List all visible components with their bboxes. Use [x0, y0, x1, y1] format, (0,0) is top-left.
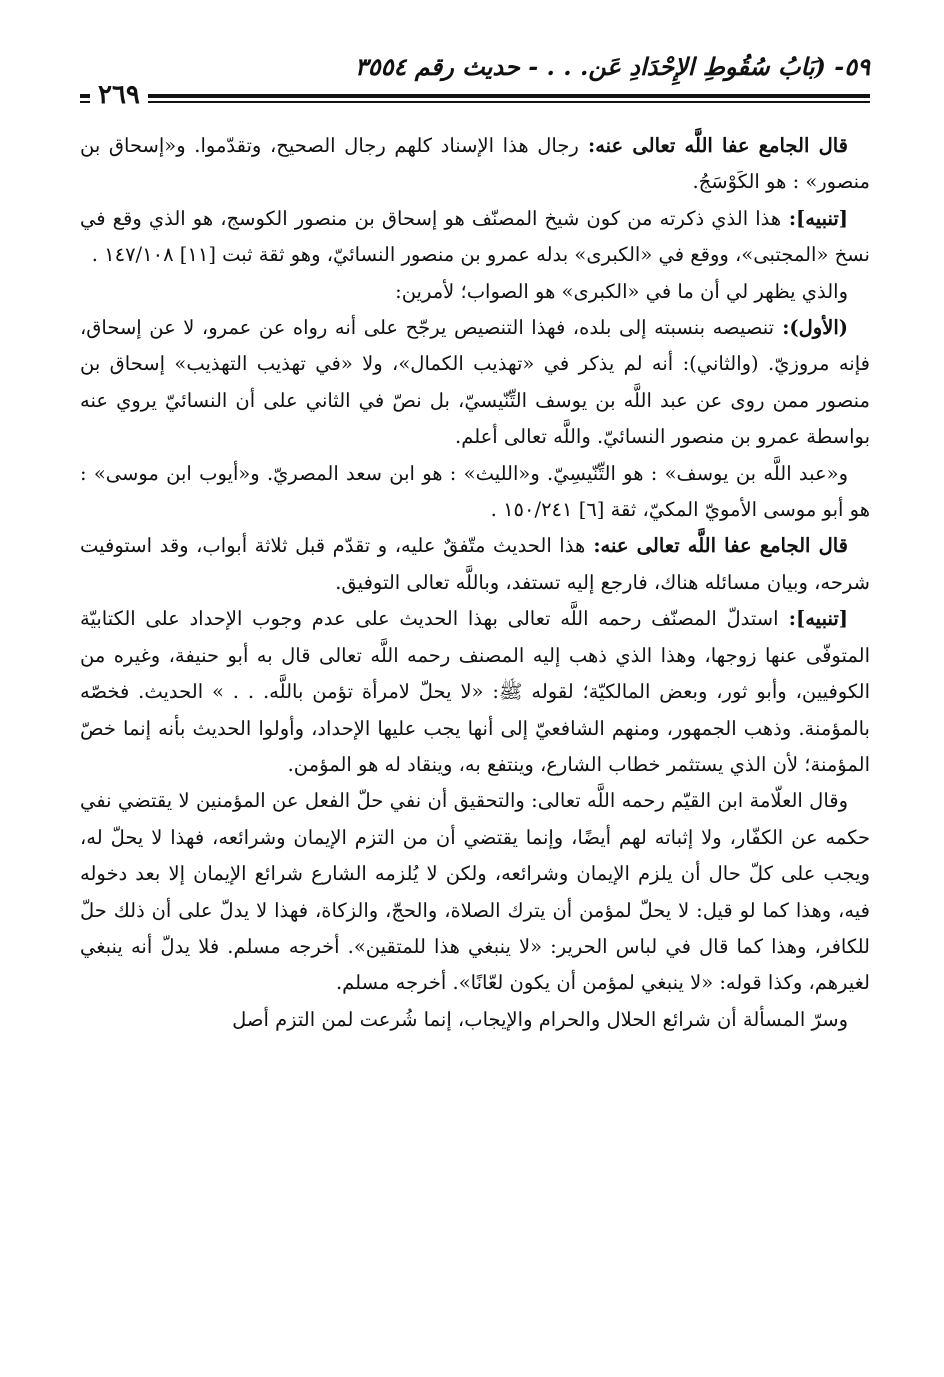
running-title: ٥٩- (بَابُ سُقُوطِ الإِحْدَادِ عَن. . . - حديث رقم ٣٥٥٤ [354, 52, 870, 81]
paragraph-text: هذا الحديث متّفقٌ عليه، و تقدّم قبل ثلاثة أبواب، وقد استوفيت شرحه، وبيان مسائله هناك، فارجع إليه تستفد، وباللَّه تعالى التوفيق. [80, 534, 870, 594]
header-rule [80, 94, 870, 103]
paragraph-lead: [تنبيه]: [781, 206, 848, 230]
paragraph-1 [80, 128, 870, 201]
paragraph-text: وقال العلّامة ابن القيّم رحمه اللَّه تعالى: والتحقيق أن نفي حلّ الفعل عن المؤمنين لا يقتضي نفي حكمه عن الكفّار، ولا إثباته لهم أيضًا، وإنما يقتضي أن من التزم الإيمان وشرائعه، فهذا لا يحلّ له، ويجب على كلّ حال أن يلزم الإيمان وشرائعه، ولكن لا يُلزمه الشارع شرائع الإيمان إلا بعد دخوله فيه، وهذا كما لو قيل: لا يحلّ لمؤمن أن يترك الصلاة، والحجّ، والزكاة، فهذا لا يدلّ على أن ذلك حلّ للكافر، وهذا كما قال في لباس الحرير: «لا ينبغي هذا للمتقين». أخرجه مسلم. فلا يدلّ أنه ينبغي لغيرهم، وكذا قوله: «لا ينبغي لمؤمن أن يكون لعّانًا». أخرجه مسلم. [80, 789, 870, 995]
paragraph-lead: (الأول): [774, 316, 848, 340]
page-header [80, 50, 870, 110]
paragraph-text: و«عبد اللَّه بن يوسف» : هو التِّنّيسِيّ. و«الليث» : هو ابن سعد المصريّ. و«أيوب ابن موسى» : هو أبو موسى الأمويّ المكيّ، ثقة [٦] ١٥٠/٢٤١ . [80, 461, 870, 522]
header-rule-thick [80, 94, 870, 98]
paragraph-3 [80, 274, 870, 310]
paragraph-lead: قال الجامع عفا اللَّه تعالى عنه: [578, 134, 849, 157]
paragraph-text: والذي يظهر لي أن ما في «الكبرى» هو الصواب؛ لأمرين: [395, 279, 848, 303]
paragraph-2 [80, 201, 870, 274]
paragraph-lead: [تنبيه]: [778, 607, 848, 631]
paragraph-8 [80, 783, 870, 1001]
paragraph-4 [80, 310, 870, 456]
paragraph-text: استدلّ المصنّف رحمه اللَّه تعالى بهذا الحديث على عدم وجوب الإحداد على الكتابيّة المتوفّى عنها زوجها، وهذا الذي ذهب إليه المصنف رحمه اللَّه تعالى قال به أبو حنيفة، وغيره من الكوفيين، وأبو ثور، وبعض المالكيّة؛ لقوله ﷺ: «لا يحلّ لامرأة تؤمن باللَّه. . . » الحديث. فخصّه بالمؤمنة. وذهب الجمهور، ومنهم الشافعيّ إلى أنها يجب عليها الإحداد، وأولوا الحديث بأنه إنما خصّ المؤمنة؛ لأن الذي يستثمر خطاب الشارع، وينتفع به، وينقاد له هو المؤمن. [80, 607, 870, 776]
paragraph-9 [80, 1002, 870, 1038]
paragraph-text: وسرّ المسألة أن شرائع الحلال والحرام والإيجاب، إنما شُرعت لمن التزم أصل [232, 1007, 848, 1031]
page-number: ٢٦٩ [90, 80, 148, 110]
paragraph-7 [80, 601, 870, 783]
body-text [80, 128, 870, 1038]
paragraph-text: هذا الذي ذكرته من كون شيخ المصنّف هو إسحاق بن منصور الكوسج، هو الذي وقع في نسخ «المجتبى»، ووقع في «الكبرى» بدله عمرو بن منصور النسائيّ، وهو ثقة ثبت [١١] ١٤٧/١٠٨ . [80, 206, 870, 267]
header-rule-thin [80, 101, 870, 103]
paragraph-6 [80, 528, 870, 601]
paragraph-5 [80, 456, 870, 529]
paragraph-lead: قال الجامع عفا اللَّه تعالى عنه: [585, 534, 849, 558]
paragraph-text: تنصيصه بنسبته إلى بلده، فهذا التنصيص يرجّح على أنه رواه عن عمرو، لا عن إسحاق، فإنه مروزيّ. (والثاني): أنه لم يذكر في «تهذيب الكمال»، ولا «في تهذيب التهذيب» إسحاق بن منصور ممن روى عن عبد اللَّه بن يوسف التِّنّيسيّ، بل نصّ في الثاني على أن النسائيّ يروي عنه بواسطة عمرو بن منصور النسائيّ. واللَّه تعالى أعلم. [80, 316, 870, 449]
paragraph-text: رجال هذا الإسناد كلهم رجال الصحيح، وتقدّموا. و«إسحاق بن منصور» : هو الكَوْسَجُ. [80, 134, 870, 194]
document-page [80, 50, 870, 1340]
